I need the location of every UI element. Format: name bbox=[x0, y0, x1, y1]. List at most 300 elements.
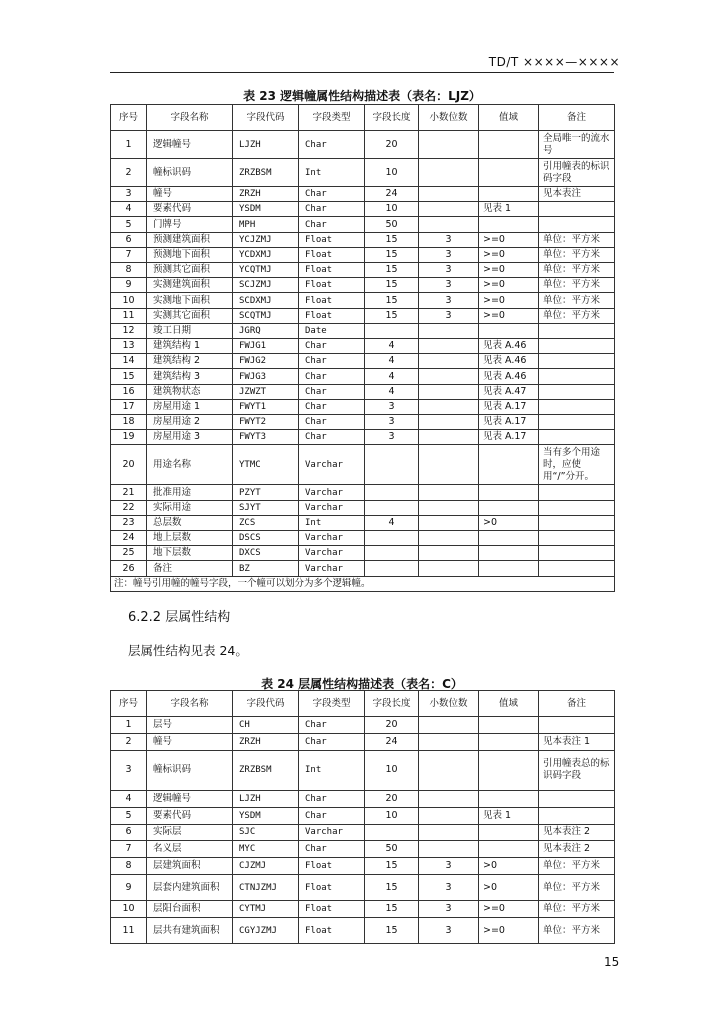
table-cell bbox=[419, 399, 479, 414]
table-row bbox=[111, 415, 615, 430]
column-header: 小数位数 bbox=[419, 105, 479, 131]
table-cell: 要素代码 bbox=[147, 807, 233, 824]
table-cell: ZRZBSM bbox=[233, 159, 299, 187]
section-heading: 6.2.2 层属性结构 bbox=[128, 610, 231, 625]
table-row bbox=[111, 308, 615, 323]
table-cell: 4 bbox=[365, 339, 419, 354]
table-cell: PZYT bbox=[233, 485, 299, 500]
table-row bbox=[111, 430, 615, 445]
table-cell: 15 bbox=[365, 247, 419, 262]
table-row bbox=[111, 323, 615, 338]
table-23 bbox=[110, 104, 615, 592]
table-cell bbox=[479, 187, 539, 202]
table-cell: Float bbox=[299, 858, 365, 875]
table-cell: FWYT2 bbox=[233, 415, 299, 430]
table-cell: Varchar bbox=[299, 561, 365, 576]
table-cell bbox=[479, 445, 539, 485]
table-cell bbox=[365, 500, 419, 515]
table-cell: 见本表注 2 bbox=[539, 824, 615, 841]
table-cell bbox=[419, 415, 479, 430]
table-cell: 引用幢表总的标识码字段 bbox=[539, 750, 615, 790]
table-cell: SJYT bbox=[233, 500, 299, 515]
column-header: 序号 bbox=[111, 105, 147, 131]
table-cell: 见表 A.47 bbox=[479, 384, 539, 399]
table-row bbox=[111, 561, 615, 576]
table-cell: 见本表注 bbox=[539, 187, 615, 202]
table-cell: Char bbox=[299, 202, 365, 217]
table-cell: 3 bbox=[419, 858, 479, 875]
table-row bbox=[111, 733, 615, 750]
table-cell bbox=[539, 717, 615, 734]
table-cell bbox=[479, 750, 539, 790]
table-cell: 3 bbox=[419, 293, 479, 308]
table-cell bbox=[539, 430, 615, 445]
table-cell: 10 bbox=[111, 901, 147, 918]
table-cell: Float bbox=[299, 263, 365, 278]
table-cell: 要素代码 bbox=[147, 202, 233, 217]
table-cell: 2 bbox=[111, 733, 147, 750]
table-cell bbox=[419, 485, 479, 500]
table-cell bbox=[479, 485, 539, 500]
table-cell: Float bbox=[299, 918, 365, 944]
table-cell: 7 bbox=[111, 247, 147, 262]
table-cell: 房屋用途 2 bbox=[147, 415, 233, 430]
table-cell: 单位：平方米 bbox=[539, 875, 615, 901]
table-cell: 单位：平方米 bbox=[539, 918, 615, 944]
table-cell: 总层数 bbox=[147, 515, 233, 530]
table-cell: Char bbox=[299, 415, 365, 430]
table-cell: 1 bbox=[111, 717, 147, 734]
table-cell bbox=[539, 354, 615, 369]
table-cell: 见表 A.46 bbox=[479, 369, 539, 384]
table-cell bbox=[419, 354, 479, 369]
table-cell: 3 bbox=[111, 750, 147, 790]
table-cell bbox=[539, 323, 615, 338]
table-cell: 6 bbox=[111, 232, 147, 247]
table-cell: 15 bbox=[365, 875, 419, 901]
table-cell bbox=[365, 546, 419, 561]
table-row bbox=[111, 485, 615, 500]
table-cell bbox=[365, 485, 419, 500]
table-cell: FWYT3 bbox=[233, 430, 299, 445]
table-row bbox=[111, 247, 615, 262]
table-cell: Char bbox=[299, 339, 365, 354]
table-cell: 15 bbox=[365, 232, 419, 247]
table-cell bbox=[539, 339, 615, 354]
table-cell bbox=[419, 750, 479, 790]
table-note: 注：幢号引用幢的幢号字段，一个幢可以划分为多个逻辑幢。 bbox=[111, 576, 615, 591]
table-cell bbox=[419, 561, 479, 576]
table-cell: 用途名称 bbox=[147, 445, 233, 485]
table-cell: CYTMJ bbox=[233, 901, 299, 918]
table-cell bbox=[539, 807, 615, 824]
column-header: 字段长度 bbox=[365, 691, 419, 717]
table-cell: 23 bbox=[111, 515, 147, 530]
table-cell: FWJG3 bbox=[233, 369, 299, 384]
table-cell: 9 bbox=[111, 278, 147, 293]
table-cell: 10 bbox=[365, 807, 419, 824]
table-cell: 3 bbox=[419, 918, 479, 944]
table-row bbox=[111, 750, 615, 790]
table-cell bbox=[539, 415, 615, 430]
column-header: 字段长度 bbox=[365, 105, 419, 131]
table-cell: Varchar bbox=[299, 485, 365, 500]
table-cell bbox=[419, 824, 479, 841]
table-cell: 7 bbox=[111, 841, 147, 858]
table-cell: 3 bbox=[419, 247, 479, 262]
column-header: 值域 bbox=[479, 105, 539, 131]
table-cell bbox=[539, 384, 615, 399]
table-cell: 见表 A.46 bbox=[479, 339, 539, 354]
table-cell: 15 bbox=[111, 369, 147, 384]
table-cell: >0 bbox=[479, 515, 539, 530]
document-code: TD/T ××××—×××× bbox=[488, 55, 620, 69]
table-cell: 11 bbox=[111, 308, 147, 323]
table-cell: 见本表注 2 bbox=[539, 841, 615, 858]
table-cell bbox=[479, 217, 539, 232]
column-header: 值域 bbox=[479, 691, 539, 717]
table-cell: >=0 bbox=[479, 263, 539, 278]
table-cell bbox=[479, 500, 539, 515]
table-cell: Char bbox=[299, 131, 365, 159]
table-cell: Int bbox=[299, 159, 365, 187]
table-cell: Date bbox=[299, 323, 365, 338]
table-cell: 20 bbox=[365, 790, 419, 807]
table-cell: 15 bbox=[365, 293, 419, 308]
column-header: 字段名称 bbox=[147, 105, 233, 131]
table-header-row bbox=[111, 105, 615, 131]
table-cell: Char bbox=[299, 430, 365, 445]
table-cell: YSDM bbox=[233, 807, 299, 824]
table-cell: 批准用途 bbox=[147, 485, 233, 500]
table-cell: 24 bbox=[365, 187, 419, 202]
table-cell: >=0 bbox=[479, 247, 539, 262]
table-cell: 19 bbox=[111, 430, 147, 445]
table-cell: CJZMJ bbox=[233, 858, 299, 875]
table-cell: Float bbox=[299, 278, 365, 293]
table-cell: 单位：平方米 bbox=[539, 308, 615, 323]
table-cell bbox=[479, 824, 539, 841]
header-rule bbox=[110, 72, 614, 73]
table-cell: FWYT1 bbox=[233, 399, 299, 414]
table-cell: 15 bbox=[365, 308, 419, 323]
table-cell bbox=[539, 500, 615, 515]
column-header: 字段类型 bbox=[299, 691, 365, 717]
table-cell: 10 bbox=[365, 750, 419, 790]
table-cell: 见表 A.17 bbox=[479, 399, 539, 414]
table-cell: 2 bbox=[111, 159, 147, 187]
body-paragraph: 层属性结构见表 24。 bbox=[128, 643, 248, 658]
table-cell: 幢号 bbox=[147, 187, 233, 202]
table-cell: 8 bbox=[111, 263, 147, 278]
table-cell: 22 bbox=[111, 500, 147, 515]
table-cell bbox=[365, 531, 419, 546]
column-header: 字段代码 bbox=[233, 691, 299, 717]
table-cell: 10 bbox=[365, 202, 419, 217]
table-cell: 3 bbox=[111, 187, 147, 202]
table-cell: 20 bbox=[365, 131, 419, 159]
table-cell: 预测建筑面积 bbox=[147, 232, 233, 247]
table-cell bbox=[419, 807, 479, 824]
table-cell: 引用幢表的标识码字段 bbox=[539, 159, 615, 187]
table-cell: ZCS bbox=[233, 515, 299, 530]
table-cell: 备注 bbox=[147, 561, 233, 576]
table-cell bbox=[419, 733, 479, 750]
table-cell: Char bbox=[299, 399, 365, 414]
table-cell: 单位：平方米 bbox=[539, 232, 615, 247]
table-row bbox=[111, 500, 615, 515]
table-cell: 建筑结构 3 bbox=[147, 369, 233, 384]
table-cell bbox=[365, 323, 419, 338]
table-cell: JGRQ bbox=[233, 323, 299, 338]
table-cell: >=0 bbox=[479, 293, 539, 308]
table-cell: 16 bbox=[111, 384, 147, 399]
table-cell: 18 bbox=[111, 415, 147, 430]
table-cell: 3 bbox=[419, 232, 479, 247]
table-cell: >0 bbox=[479, 875, 539, 901]
table-row bbox=[111, 546, 615, 561]
table-cell: 逻辑幢号 bbox=[147, 790, 233, 807]
table-cell: 单位：平方米 bbox=[539, 278, 615, 293]
table-cell: >=0 bbox=[479, 918, 539, 944]
table-cell: 20 bbox=[111, 445, 147, 485]
table-cell: 见表 A.17 bbox=[479, 430, 539, 445]
table-cell: 幢标识码 bbox=[147, 750, 233, 790]
table-cell: 15 bbox=[365, 858, 419, 875]
table-cell: FWJG2 bbox=[233, 354, 299, 369]
table-cell: 15 bbox=[365, 918, 419, 944]
table-row bbox=[111, 841, 615, 858]
table-cell bbox=[419, 187, 479, 202]
table-cell: DXCS bbox=[233, 546, 299, 561]
table-cell: 25 bbox=[111, 546, 147, 561]
table-row bbox=[111, 217, 615, 232]
table-row bbox=[111, 263, 615, 278]
table-cell bbox=[539, 369, 615, 384]
table-cell: 实际层 bbox=[147, 824, 233, 841]
table-cell bbox=[365, 824, 419, 841]
table-cell bbox=[419, 546, 479, 561]
table-cell: 建筑结构 1 bbox=[147, 339, 233, 354]
table-cell bbox=[365, 445, 419, 485]
table-cell: 4 bbox=[111, 202, 147, 217]
table-cell: 见本表注 1 bbox=[539, 733, 615, 750]
page-number: 15 bbox=[604, 955, 620, 969]
column-header: 字段类型 bbox=[299, 105, 365, 131]
table-row bbox=[111, 399, 615, 414]
table-row bbox=[111, 293, 615, 308]
table-cell: 15 bbox=[365, 901, 419, 918]
table-cell bbox=[479, 531, 539, 546]
table-cell bbox=[419, 531, 479, 546]
table-cell: Float bbox=[299, 247, 365, 262]
table-cell: 5 bbox=[111, 217, 147, 232]
table-cell bbox=[479, 546, 539, 561]
table-cell bbox=[539, 531, 615, 546]
table-cell: 房屋用途 1 bbox=[147, 399, 233, 414]
table-cell: 逻辑幢号 bbox=[147, 131, 233, 159]
table-cell: FWJG1 bbox=[233, 339, 299, 354]
table-row bbox=[111, 232, 615, 247]
table-row bbox=[111, 369, 615, 384]
table-cell: 3 bbox=[419, 263, 479, 278]
table-cell bbox=[365, 561, 419, 576]
table-cell: 见表 A.46 bbox=[479, 354, 539, 369]
table-row bbox=[111, 278, 615, 293]
table-cell: 4 bbox=[365, 515, 419, 530]
table-cell: 预测地下面积 bbox=[147, 247, 233, 262]
table-cell bbox=[419, 384, 479, 399]
table-cell: >0 bbox=[479, 858, 539, 875]
table-cell: 13 bbox=[111, 339, 147, 354]
table-cell bbox=[419, 500, 479, 515]
table-cell: 10 bbox=[365, 159, 419, 187]
table-cell: DSCS bbox=[233, 531, 299, 546]
table-row bbox=[111, 445, 615, 485]
table-cell: 单位：平方米 bbox=[539, 247, 615, 262]
table-cell: 10 bbox=[111, 293, 147, 308]
table-header-row bbox=[111, 691, 615, 717]
table-cell: 14 bbox=[111, 354, 147, 369]
table-cell: Char bbox=[299, 790, 365, 807]
table-cell: Varchar bbox=[299, 445, 365, 485]
table-cell: 4 bbox=[111, 790, 147, 807]
table-cell: 全局唯一的流水号 bbox=[539, 131, 615, 159]
table-cell: YCJZMJ bbox=[233, 232, 299, 247]
column-header: 字段名称 bbox=[147, 691, 233, 717]
table-cell: SJC bbox=[233, 824, 299, 841]
table-cell: 3 bbox=[419, 901, 479, 918]
table-row bbox=[111, 824, 615, 841]
table-cell: 层共有建筑面积 bbox=[147, 918, 233, 944]
table-cell: 26 bbox=[111, 561, 147, 576]
table-cell: Int bbox=[299, 750, 365, 790]
table-cell: Float bbox=[299, 308, 365, 323]
table-cell: 预测其它面积 bbox=[147, 263, 233, 278]
table-cell bbox=[419, 717, 479, 734]
table-cell: ZRZH bbox=[233, 187, 299, 202]
table-cell: ZRZBSM bbox=[233, 750, 299, 790]
table-cell: Char bbox=[299, 733, 365, 750]
table-cell: Char bbox=[299, 841, 365, 858]
table-cell bbox=[539, 790, 615, 807]
table-cell bbox=[479, 323, 539, 338]
table-cell: Int bbox=[299, 515, 365, 530]
table-cell: 单位：平方米 bbox=[539, 901, 615, 918]
table-cell: 层号 bbox=[147, 717, 233, 734]
table-cell bbox=[419, 841, 479, 858]
table-row bbox=[111, 515, 615, 530]
table-cell bbox=[539, 399, 615, 414]
table-row bbox=[111, 531, 615, 546]
table-cell: 6 bbox=[111, 824, 147, 841]
table-cell bbox=[479, 561, 539, 576]
table-cell: 地上层数 bbox=[147, 531, 233, 546]
table-row bbox=[111, 339, 615, 354]
table-cell bbox=[419, 217, 479, 232]
table-cell: 房屋用途 3 bbox=[147, 430, 233, 445]
table-cell: SCQTMJ bbox=[233, 308, 299, 323]
table-cell: 门牌号 bbox=[147, 217, 233, 232]
column-header: 备注 bbox=[539, 105, 615, 131]
table-cell: Char bbox=[299, 369, 365, 384]
table-cell: 3 bbox=[365, 415, 419, 430]
table-cell: 8 bbox=[111, 858, 147, 875]
table-cell: 见表 A.17 bbox=[479, 415, 539, 430]
table-cell: >=0 bbox=[479, 278, 539, 293]
table-cell: Float bbox=[299, 875, 365, 901]
table-cell: 名义层 bbox=[147, 841, 233, 858]
table-cell: MPH bbox=[233, 217, 299, 232]
table-cell bbox=[419, 430, 479, 445]
table-cell: 5 bbox=[111, 807, 147, 824]
table-24 bbox=[110, 690, 615, 944]
table-cell bbox=[419, 159, 479, 187]
table-cell: 层阳台面积 bbox=[147, 901, 233, 918]
table-cell: Varchar bbox=[299, 531, 365, 546]
table-row bbox=[111, 901, 615, 918]
table-cell: Char bbox=[299, 187, 365, 202]
table-cell: SCDXMJ bbox=[233, 293, 299, 308]
column-header: 小数位数 bbox=[419, 691, 479, 717]
table-cell: 层套内建筑面积 bbox=[147, 875, 233, 901]
table-cell bbox=[419, 323, 479, 338]
table-cell: 当有多个用途时，应使用“/”分开。 bbox=[539, 445, 615, 485]
table-cell bbox=[539, 561, 615, 576]
table-row bbox=[111, 354, 615, 369]
table-cell: Float bbox=[299, 293, 365, 308]
table-cell bbox=[539, 202, 615, 217]
table-cell: 21 bbox=[111, 485, 147, 500]
table-cell: >=0 bbox=[479, 308, 539, 323]
table-cell: >=0 bbox=[479, 232, 539, 247]
table-cell: 9 bbox=[111, 875, 147, 901]
table-row bbox=[111, 790, 615, 807]
table-cell: SCJZMJ bbox=[233, 278, 299, 293]
table-cell: CTNJZMJ bbox=[233, 875, 299, 901]
table-row bbox=[111, 918, 615, 944]
table-cell: 17 bbox=[111, 399, 147, 414]
table-cell: CH bbox=[233, 717, 299, 734]
table-cell bbox=[539, 485, 615, 500]
table-cell: 幢标识码 bbox=[147, 159, 233, 187]
table-cell: 单位：平方米 bbox=[539, 293, 615, 308]
table-cell: 11 bbox=[111, 918, 147, 944]
table-cell: Char bbox=[299, 217, 365, 232]
table-cell: Char bbox=[299, 384, 365, 399]
table-cell: Varchar bbox=[299, 500, 365, 515]
table-cell bbox=[419, 131, 479, 159]
table-cell bbox=[479, 159, 539, 187]
table-note-row bbox=[111, 576, 615, 591]
column-header: 备注 bbox=[539, 691, 615, 717]
table-cell: Varchar bbox=[299, 824, 365, 841]
table-cell: YSDM bbox=[233, 202, 299, 217]
table-cell: Float bbox=[299, 232, 365, 247]
table-cell bbox=[479, 790, 539, 807]
table-cell: 建筑结构 2 bbox=[147, 354, 233, 369]
table-cell: 实测地下面积 bbox=[147, 293, 233, 308]
table-cell: YCDXMJ bbox=[233, 247, 299, 262]
table-cell: 见表 1 bbox=[479, 202, 539, 217]
table-cell: 建筑物状态 bbox=[147, 384, 233, 399]
table-row bbox=[111, 159, 615, 187]
table-row bbox=[111, 384, 615, 399]
table-cell bbox=[539, 515, 615, 530]
table-cell: 24 bbox=[365, 733, 419, 750]
table-23-caption: 表 23 逻辑幢属性结构描述表（表名：LJZ） bbox=[243, 89, 481, 103]
table-cell: BZ bbox=[233, 561, 299, 576]
